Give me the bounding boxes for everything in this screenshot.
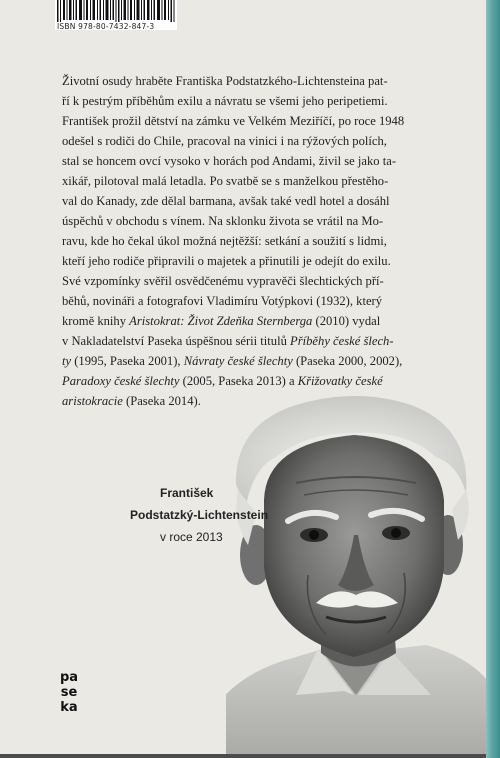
book-title: Aristokrat: Život Zdeňka Sternberga (129, 314, 313, 328)
text-line: ravu, kde ho čekal úkol možná nejtěžší: setkání a soužití s lidmi, (62, 234, 387, 248)
caption-name-first: František (160, 486, 214, 500)
text-line: Životní osudy hraběte Františka Podstatzkého-Lichtensteina pat- (62, 74, 388, 88)
text-line (62, 311, 458, 331)
text-segment: (2005, Paseka 2013) a (179, 374, 298, 388)
text-line: běhů, novináři a fotografovi Vladimíru Votýpkovi (1932), který (62, 294, 383, 308)
caption-name-last: Podstatzký-Lichtenstein (130, 508, 269, 522)
paseka-publisher-logo (58, 671, 80, 716)
book-title: Příběhy české šlech- (290, 334, 394, 348)
text-line: úspěchů v obchodu s vínem. Na sklonku života se vrátil na Mo- (62, 214, 384, 228)
book-title: Návraty české šlechty (183, 354, 293, 368)
text-line: František prožil dětství na zámku ve Velkém Meziříčí, po roce 1948 (62, 114, 405, 128)
book-title: Křižovatky české (297, 374, 383, 388)
text-segment: (Paseka 2014). (122, 394, 201, 408)
text-line (62, 331, 458, 351)
barcode-bars-icon (57, 0, 177, 22)
description-paragraph (62, 71, 458, 271)
text-segment: kromě knihy (62, 314, 130, 328)
text-line (62, 351, 458, 371)
text-line: odešel s rodiči do Chile, pracoval na vinici i na rýžových polích, (62, 134, 387, 148)
isbn-label: ISBN 978-80-7432-847-3 (57, 22, 155, 31)
book-title: ty (62, 354, 72, 368)
text-segment: (Paseka 2000, 2002), (292, 354, 403, 368)
text-line: Své vzpomínky svěřil osvědčenému vypravěči šlechtických pří- (62, 274, 384, 288)
book-spine-edge (486, 0, 500, 758)
text-line: ří k pestrým příběhům exilu a návratu se všemi jeho peripetiemi. (62, 94, 388, 108)
text-segment: v Nakladatelství Paseka úspěšnou sérii titulů (62, 334, 291, 348)
author-portrait-photo (226, 395, 486, 758)
logo-syllable: se (60, 685, 78, 700)
book-title: aristokracie (62, 394, 123, 408)
caption-date: v roce 2013 (160, 530, 223, 544)
cover-edge (0, 754, 486, 758)
book-title: Paradoxy české šlechty (62, 374, 180, 388)
author-paragraph (62, 271, 458, 411)
text-segment: (2010) vydal (312, 314, 381, 328)
logo-syllable: pa (59, 670, 79, 685)
text-line: xikář, pilotoval malá letadla. Po svatbě se s manželkou přestěho- (62, 174, 389, 188)
text-line: val do Kanady, zde dělal barmana, avšak také vedl hotel a dosáhl (62, 194, 390, 208)
text-segment: (1995, Paseka 2001), (71, 354, 184, 368)
text-line: stal se honcem ovcí vysoko v horách pod Andami, živil se jako ta- (62, 154, 397, 168)
text-line (62, 371, 458, 391)
text-line: kteří jeho rodiče připravili o majetek a přinutili je odejít do exilu. (62, 254, 391, 268)
logo-syllable: ka (60, 700, 78, 715)
